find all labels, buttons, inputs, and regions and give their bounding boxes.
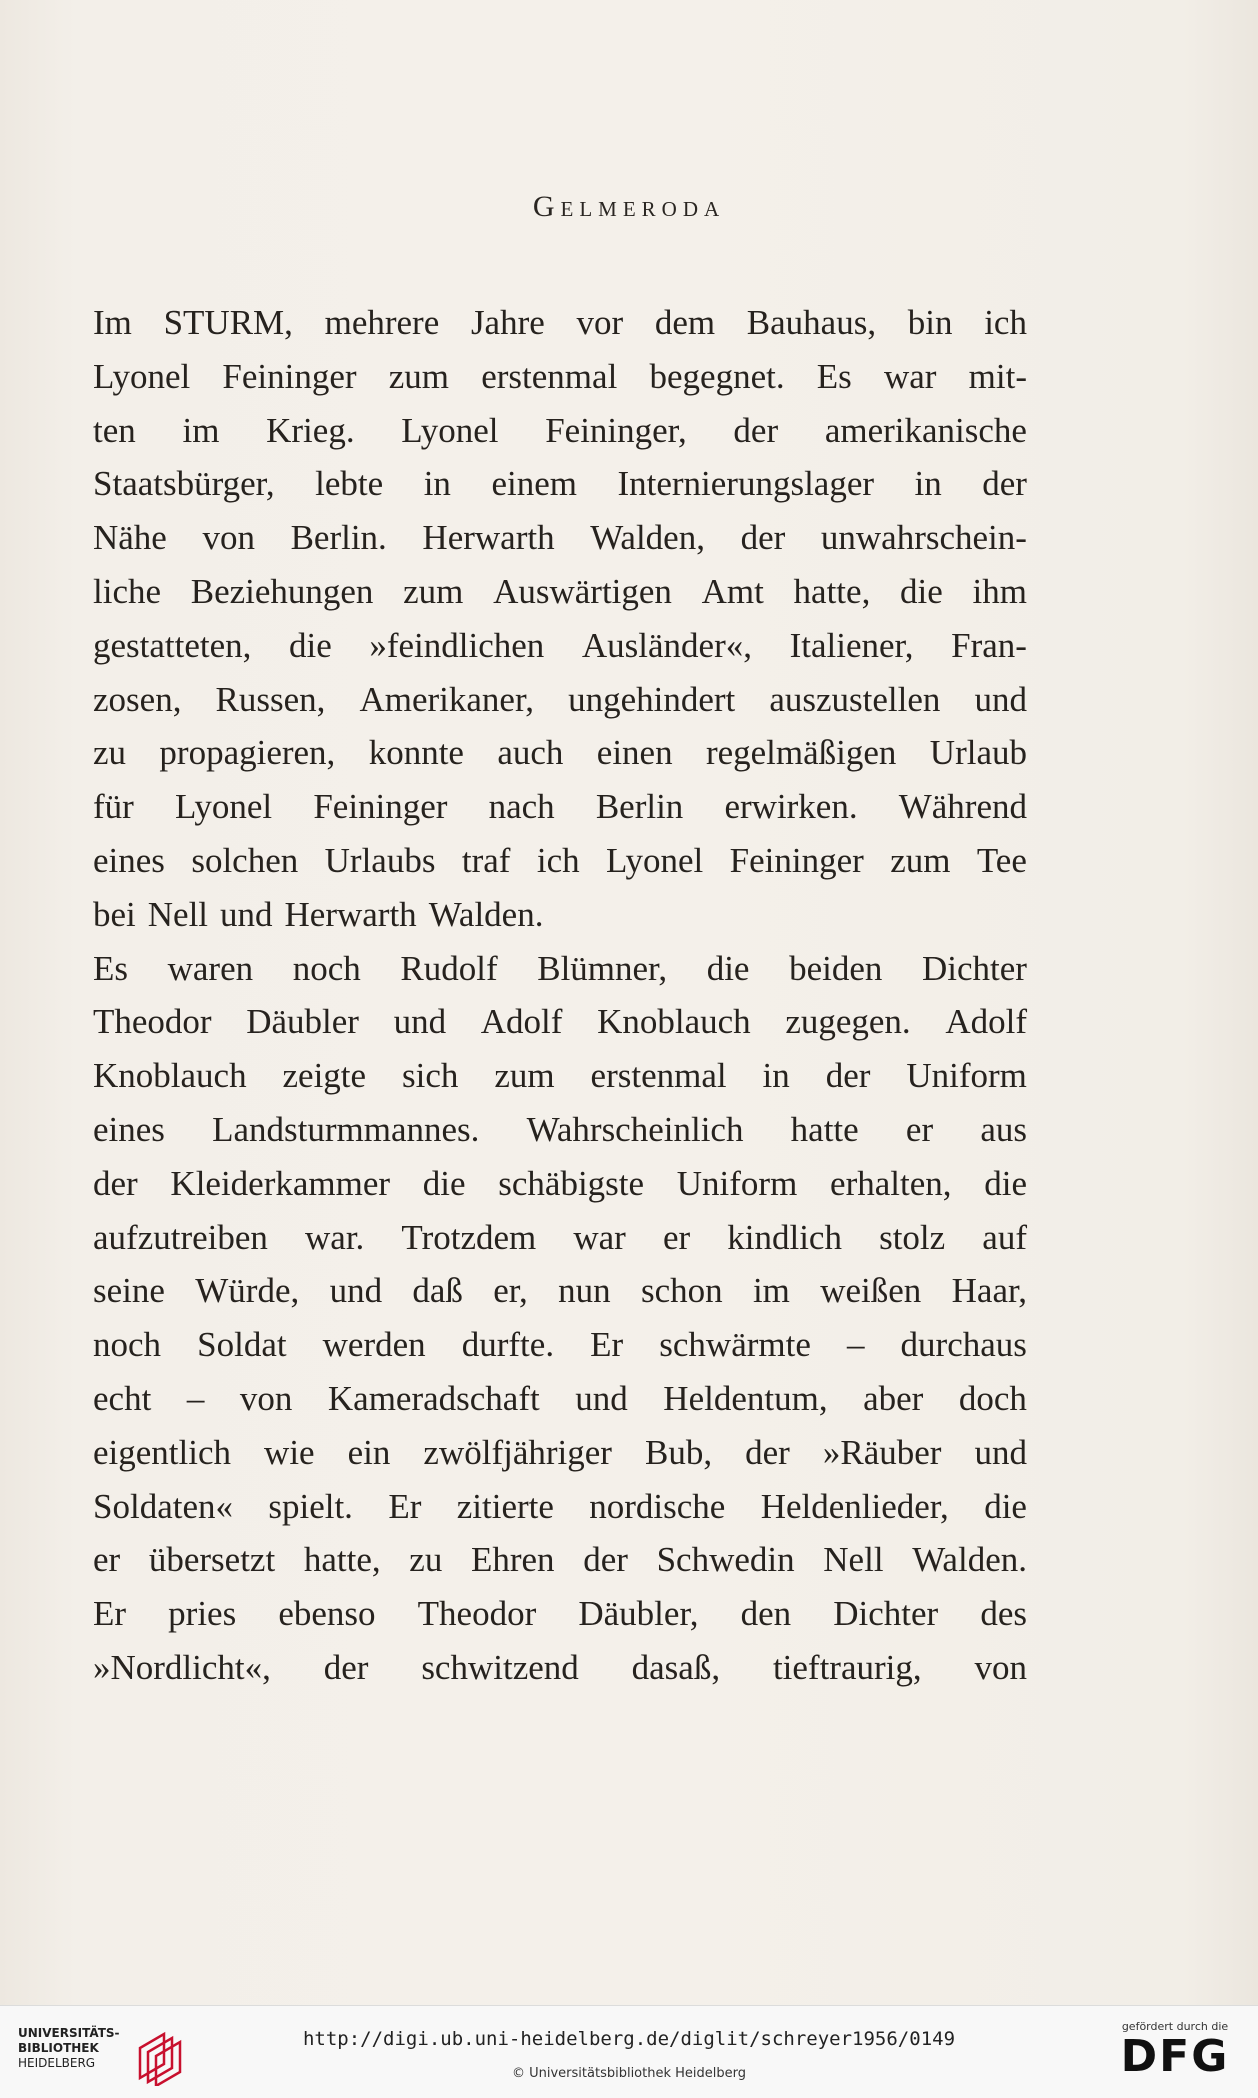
word: der [740, 518, 786, 558]
word: schwärmte [659, 1325, 811, 1365]
word: und [974, 679, 1027, 719]
word: auch [497, 733, 564, 773]
word: hatte, [793, 571, 871, 611]
word: und [974, 1432, 1027, 1472]
word: Walden. [428, 894, 544, 934]
word: Beziehungen [190, 571, 374, 611]
word: nun [558, 1271, 611, 1311]
word: Feininger [222, 356, 357, 396]
word: die [900, 571, 943, 611]
text-line [93, 296, 1027, 350]
text-line [93, 888, 1027, 942]
word: konnte [368, 733, 464, 773]
word: aus [980, 1109, 1027, 1149]
word: Würde, [195, 1271, 300, 1311]
word: zum [494, 1056, 555, 1096]
word: gestatteten, [93, 625, 252, 665]
word: war [573, 1217, 626, 1257]
word: Lyonel [606, 840, 704, 880]
word: hatte [790, 1109, 859, 1149]
word: zugegen. [785, 1002, 911, 1042]
text-line [93, 1480, 1027, 1534]
word: Lyonel [401, 410, 499, 450]
word: ich [984, 303, 1027, 342]
word: ich [536, 840, 580, 880]
text-line [93, 1049, 1027, 1103]
word: er [93, 1540, 121, 1580]
word: von [239, 1378, 293, 1418]
word: einen [596, 733, 673, 773]
word: Wahrscheinlich [526, 1109, 744, 1149]
word: einem [491, 464, 577, 504]
funding-note: gefördert durch die [1121, 2020, 1229, 2033]
word: Berlin [595, 787, 684, 827]
text-line [93, 1426, 1027, 1480]
word: und [220, 894, 273, 934]
word: Er [590, 1325, 624, 1365]
dfg-logo: DFG [1120, 2031, 1230, 2082]
word: Während [898, 787, 1027, 827]
word: er [662, 1217, 691, 1257]
word: weißen [820, 1271, 922, 1311]
word: echt [93, 1378, 152, 1418]
word: die [289, 625, 332, 665]
word: Feininger [313, 787, 448, 827]
word: begegnet. [649, 356, 785, 396]
word: Uniform [906, 1056, 1027, 1096]
word: Dichter [833, 1594, 939, 1634]
word: und [575, 1378, 628, 1418]
word: zum [890, 840, 951, 880]
word: der [982, 464, 1027, 504]
word: Walden. [912, 1540, 1027, 1580]
word: Knoblauch [93, 1056, 247, 1096]
word: schwitzend [421, 1647, 579, 1687]
word: erhalten, [830, 1163, 952, 1203]
word: »Nordlicht«, [93, 1647, 271, 1687]
word: wie [264, 1432, 315, 1472]
word: noch [292, 948, 361, 988]
text-line [93, 619, 1027, 673]
word: – [846, 1325, 865, 1365]
word: erstenmal [590, 1056, 727, 1096]
word: Er [93, 1594, 127, 1634]
word: übersetzt [148, 1540, 276, 1580]
word: erstenmal [481, 356, 618, 396]
word: war. [305, 1217, 365, 1257]
word: eigentlich [93, 1432, 232, 1472]
word: des [980, 1594, 1027, 1634]
text-line [93, 995, 1027, 1049]
word: für [93, 787, 134, 827]
word: vor [576, 303, 624, 342]
word: der [733, 410, 779, 450]
word: Bub, [644, 1432, 713, 1472]
dfg-funding [1110, 2020, 1240, 2081]
word: der [323, 1647, 369, 1687]
word: die [422, 1163, 466, 1203]
word: zu [409, 1540, 443, 1580]
text-line [93, 404, 1027, 458]
word: bin [907, 303, 953, 342]
word: Bauhaus, [746, 303, 877, 342]
text-line [93, 942, 1027, 996]
text-line [93, 350, 1027, 404]
word: Ehren [470, 1540, 555, 1580]
word: Berlin. [290, 518, 387, 558]
library-name-line-2: BIBLIOTHEK [18, 2041, 99, 2055]
text-line [93, 1533, 1027, 1587]
word: in [762, 1056, 790, 1096]
word: Fran- [951, 625, 1027, 665]
word: Russen, [215, 679, 326, 719]
word: regelmäßigen [705, 733, 897, 773]
word: Däubler, [578, 1594, 699, 1634]
word: erwirken. [724, 787, 858, 827]
word: solchen [191, 840, 299, 880]
word: er [905, 1109, 934, 1149]
word: zum [388, 356, 450, 396]
word: Schwedin [656, 1540, 795, 1580]
word: dasaß, [631, 1647, 721, 1687]
word: Es [93, 948, 128, 988]
text-line [93, 1211, 1027, 1265]
word: Lyonel [93, 356, 191, 396]
word: stolz [879, 1217, 946, 1257]
word: Trotzdem [401, 1217, 537, 1257]
word: die [706, 948, 750, 988]
word: Ausländer«, [581, 625, 752, 665]
word: im [752, 1271, 790, 1311]
word: Theodor [93, 1002, 212, 1042]
word: Feininger [729, 840, 864, 880]
word: liche [93, 571, 162, 611]
word: Herwarth [284, 894, 417, 934]
word: Urlaubs [324, 840, 436, 880]
text-line [93, 457, 1027, 511]
word: schäbigste [498, 1163, 645, 1203]
library-name-line-3: HEIDELBERG [18, 2056, 96, 2070]
source-url-link[interactable]: http://digi.ub.uni-heidelberg.de/diglit/schreyer1956/0149 [302, 2028, 956, 2050]
word: lebte [315, 464, 384, 504]
text-line [93, 1264, 1027, 1318]
word: Amt [701, 571, 764, 611]
text-line [93, 1157, 1027, 1211]
word: tieftraurig, [772, 1647, 922, 1687]
word: Soldaten« [93, 1486, 233, 1526]
word: Soldat [197, 1325, 287, 1365]
word: ungehindert [568, 679, 736, 719]
word: Adolf [480, 1002, 563, 1042]
word: unwahrschein- [820, 518, 1027, 558]
word: Internierungslager [617, 464, 875, 504]
word: er, [493, 1271, 528, 1311]
text-line [93, 1103, 1027, 1157]
body-text [93, 296, 1027, 1695]
word: die [984, 1486, 1027, 1526]
word: Urlaub [929, 733, 1027, 773]
word: dem [654, 303, 716, 342]
word: Jahre [470, 303, 545, 342]
text-line [93, 565, 1027, 619]
word: Staatsbürger, [93, 464, 275, 504]
word: mit- [968, 356, 1027, 396]
word: Herwarth [422, 518, 555, 558]
word: Dichter [921, 948, 1027, 988]
word: der [745, 1432, 790, 1472]
word: mehrere [324, 303, 440, 342]
word: Italiener, [789, 625, 914, 665]
text-line [93, 780, 1027, 834]
word: Er [388, 1486, 422, 1526]
word: die [984, 1163, 1027, 1203]
word: der [583, 1540, 628, 1580]
word: Blümner, [537, 948, 668, 988]
word: »feindlichen [369, 625, 545, 665]
word: war [883, 356, 937, 396]
word: werden [322, 1325, 426, 1365]
word: Kameradschaft [327, 1378, 540, 1418]
word: schon [640, 1271, 723, 1311]
text-line [93, 1372, 1027, 1426]
word: zosen, [93, 679, 182, 719]
word: Krieg. [266, 410, 355, 450]
word: von [974, 1647, 1027, 1687]
word: Rudolf [400, 948, 498, 988]
word: Adolf [945, 1002, 1027, 1042]
footer-bar [0, 2005, 1258, 2098]
text-line [93, 1641, 1027, 1695]
word: zum [403, 571, 464, 611]
word: durfte. [461, 1325, 555, 1365]
word: ten [93, 410, 136, 450]
word: in [914, 464, 942, 504]
word: auf [982, 1217, 1027, 1257]
word: Heldentum, [663, 1378, 828, 1418]
word: und [393, 1002, 447, 1042]
word: Nell [147, 894, 209, 934]
word: aufzutreiben [93, 1217, 268, 1257]
word: sich [402, 1056, 459, 1096]
word: noch [93, 1325, 162, 1365]
word: Feininger, [545, 410, 687, 450]
word: beiden [789, 948, 883, 988]
text-line [93, 726, 1027, 780]
text-line [93, 1318, 1027, 1372]
word: Lyonel [174, 787, 273, 827]
word: Haar, [951, 1271, 1027, 1311]
word: amerikanische [824, 410, 1027, 450]
word: nordische [589, 1486, 726, 1526]
word: Auswärtigen [493, 571, 672, 611]
word: Tee [976, 840, 1027, 880]
word: spielt. [268, 1486, 353, 1526]
word: in [423, 464, 451, 504]
word: doch [958, 1378, 1027, 1418]
word: im [182, 410, 220, 450]
word: pries [168, 1594, 237, 1634]
word: der [93, 1163, 138, 1203]
word: propagieren, [159, 733, 336, 773]
word: zeigte [282, 1056, 367, 1096]
word: Uniform [676, 1163, 798, 1203]
text-line [93, 511, 1027, 565]
text-line [93, 673, 1027, 727]
word: ihm [972, 571, 1027, 611]
word: eines [93, 840, 165, 880]
word: bei [93, 894, 136, 934]
word: Nell [823, 1540, 884, 1580]
word: waren [167, 948, 254, 988]
word: nach [488, 787, 555, 827]
word: und [329, 1271, 383, 1311]
word: Theodor [417, 1594, 537, 1634]
word: Amerikaner, [359, 679, 534, 719]
word: ein [347, 1432, 391, 1472]
word: zitierte [456, 1486, 554, 1526]
word: Knoblauch [597, 1002, 751, 1042]
chapter-title: Gelmeroda [532, 190, 726, 223]
word: kindlich [727, 1217, 842, 1257]
word: durchaus [900, 1325, 1027, 1365]
word: auszustellen [769, 679, 941, 719]
word: Es [816, 356, 852, 396]
word: der [825, 1056, 871, 1096]
word: seine [93, 1271, 165, 1311]
word: »Räuber [822, 1432, 942, 1472]
word: Däubler [246, 1002, 359, 1042]
word: Heldenlieder, [760, 1486, 949, 1526]
word: ebenso [278, 1594, 376, 1634]
word: hatte, [303, 1540, 381, 1580]
word: aber [863, 1378, 924, 1418]
word: traf [461, 840, 511, 880]
word: Im [93, 303, 132, 342]
word: Walden, [590, 518, 705, 558]
word: von [202, 518, 255, 558]
word: zu [93, 733, 127, 773]
word: Landsturmmannes. [212, 1109, 480, 1149]
text-line [93, 834, 1027, 888]
library-name-line-1: UNIVERSITÄTS- [18, 2026, 120, 2040]
word: daß [412, 1271, 463, 1311]
word: – [186, 1378, 205, 1418]
word: Nähe [93, 518, 167, 558]
word: zwölfjähriger [423, 1432, 612, 1472]
copyright-text: © Universitätsbibliothek Heidelberg [511, 2066, 746, 2081]
word: Kleiderkammer [170, 1163, 391, 1203]
word: eines [93, 1109, 165, 1149]
word: STURM, [163, 303, 293, 342]
text-line [93, 1587, 1027, 1641]
word: den [740, 1594, 792, 1634]
